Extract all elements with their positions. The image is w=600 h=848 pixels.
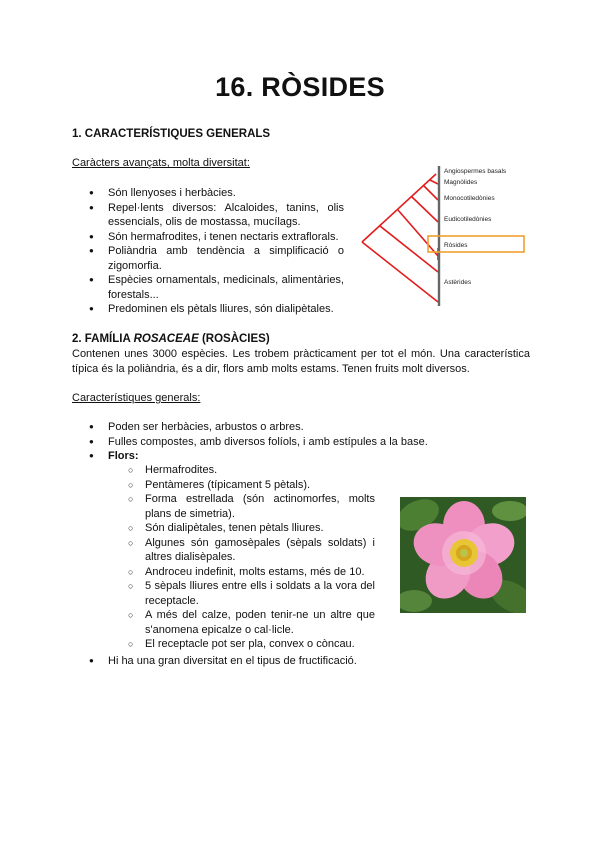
list-item: ● Són llenyoses i herbàcies. [72,186,344,201]
section2-heading-suffix: (ROSÀCIES) [198,333,270,345]
section1-subheading: Caràcters avançats, molta diversitat: [72,157,250,169]
list-item: ○ Androceu indefinit, molts estams, més de 10. [72,565,375,580]
list-item: ● Fulles compostes, amb diversos folíols, i amb estípules a la base. [72,435,542,450]
rosides-highlight-box [428,236,524,252]
list-item: ● Hi ha una gran diversitat en el tipus de fructificació. [72,654,542,669]
section2-last-bullet [72,654,542,669]
rose-flower-photo [400,497,526,613]
list-item: ● Són hermafrodites, i tenen nectaris extraflorals. [72,230,344,245]
list-item: ○ Pentàmeres (típicament 5 pètals). [72,478,375,493]
tree-label: Eudicotiledònies [444,216,492,223]
page-title: 16. RÒSIDES [215,72,385,102]
list-item: ○ Forma estrellada (són actinomorfes, molts plans de simetria). [72,492,375,521]
list-item: ● Poliàndria amb tendència a simplificació o zigomorfia. [72,244,344,273]
list-item: ● Repel·lents diversos: Alcaloides, tanins, olis essencials, olis de mostassa, mucílags. [72,201,344,230]
tree-branches [362,174,438,302]
tree-label: Monocotiledònies [444,195,495,202]
section1-bullet-list [72,186,344,317]
phylogenetic-tree-diagram [360,160,532,308]
section2-heading [72,333,270,345]
flors-sublist [72,463,375,652]
list-item: ○ Hermafrodites. [72,463,375,478]
tree-label: Astèrides [444,279,472,286]
tree-label: Ròsides [444,242,468,249]
list-item: ○ A més del calze, poden tenir-ne un altre que s'anomena epicalze o cal·licle. [72,608,375,637]
section1-heading: 1. CARACTERÍSTIQUES GENERALS [72,128,271,140]
section2-subheading: Característiques generals: [72,392,201,404]
list-item-flors: ● Flors: [72,449,542,464]
section2-heading-family: ROSACEAE [133,333,199,345]
list-item: ● Espècies ornamentals, medicinals, alimentàries, forestals... [72,273,344,302]
section2-heading-prefix: 2. FAMÍLIA [72,333,134,345]
list-item: ○ Són dialipètales, tenen pètals lliures. [72,521,375,536]
list-item: ○ Algunes són gamosèpales (sèpals soldats) i altres dialisèpales. [72,536,375,565]
tree-label: Magnòlides [444,179,478,186]
list-item: ● Poden ser herbàcies, arbustos o arbres. [72,420,542,435]
section2-intro: Contenen unes 3000 espècies. Les trobem pràcticament per tot el món. Una característica típica és la poliàndria, és a dir, flors amb molts estams. Tenen fruits molt diversos. [72,348,530,375]
list-item: ○ 5 sèpals lliures entre ells i soldats a la vora del receptacle. [72,579,375,608]
list-item: ○ El receptacle pot ser pla, convex o còncau. [72,637,375,652]
list-item: ● Predominen els pètals lliures, són dialipètales. [72,302,344,317]
tree-label: Angiospermes basals [444,168,507,175]
section2-bullet-list [72,420,542,464]
